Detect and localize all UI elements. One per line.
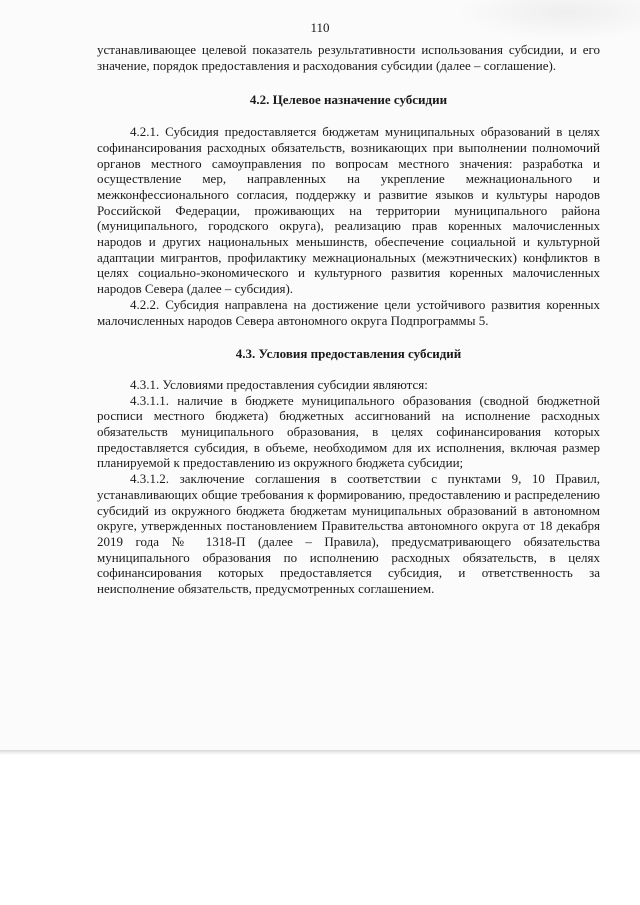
section-heading-4-3: 4.3. Условия предоставления субсидий — [235, 346, 462, 362]
continuation-paragraph: устанавливающее целевой показатель результативности использования субсидии, и его значение, порядок предоставления и расходования субсидии (далее – соглашение). — [97, 42, 600, 73]
section-heading-4-2: 4.2. Целевое назначение субсидии — [249, 92, 448, 108]
paragraph-4-3-1-2: 4.3.1.2. заключение соглашения в соответствии с пунктами 9, 10 Правил, устанавливающих общие требования к формированию, предоставлению и распределению субсидий из окружного бюджета бюджетам муниципальных образований в автономном округе, утвержденных постановлением Правительства автономного округа от 18 декабря 2019 года № 1318-П (далее – Правила), предусматривающего обязательства муниципального образования по исполнению расходных обязательств, в целях софинансирования которых предоставляется субсидия, и ответственность за неисполнение обязательств, предусмотренных соглашением. — [97, 471, 600, 597]
paragraph-4-3-1: 4.3.1. Условиями предоставления субсидии являются: — [130, 376, 428, 392]
page-number: 110 — [310, 20, 330, 35]
scan-bottom-edge — [0, 750, 640, 755]
paragraph-4-2-1: 4.2.1. Субсидия предоставляется бюджетам муниципальных образований в целях софинансирования расходных обязательств, возникающих при выполнении полномочий органов местного самоуправления по вопросам местного значения: разработка и осуществление мер, направленных на укрепление межнационального и межконфессионального согласия, поддержку и развитие языков и культуры народов Российской Федерации, проживающих на территории муниципального района (муниципального, городского округа), реализацию прав коренных малочисленных народов и других национальных меньшинств, обеспечение социальной и культурной адаптации мигрантов, профилактику межнациональных (межэтнических) конфликтов в целях социально-экономического и культурного развития коренных малочисленных народов Севера (далее – субсидия). — [97, 124, 600, 297]
document-body — [97, 42, 600, 597]
paragraph-4-2-2: 4.2.2. Субсидия направлена на достижение цели устойчивого развития коренных малочисленных народов Севера автономного округа Подпрограммы 5. — [97, 296, 600, 328]
paragraph-4-3-1-1: 4.3.1.1. наличие в бюджете муниципального образования (сводной бюджетной росписи местного бюджета) бюджетных ассигнований на исполнение расходных обязательств муниципального образования, в целях софинансирования которых предоставляется субсидия, в объеме, необходимом для их исполнения, включая размер планируемой к предоставлению из окружного бюджета субсидии; — [97, 392, 600, 471]
